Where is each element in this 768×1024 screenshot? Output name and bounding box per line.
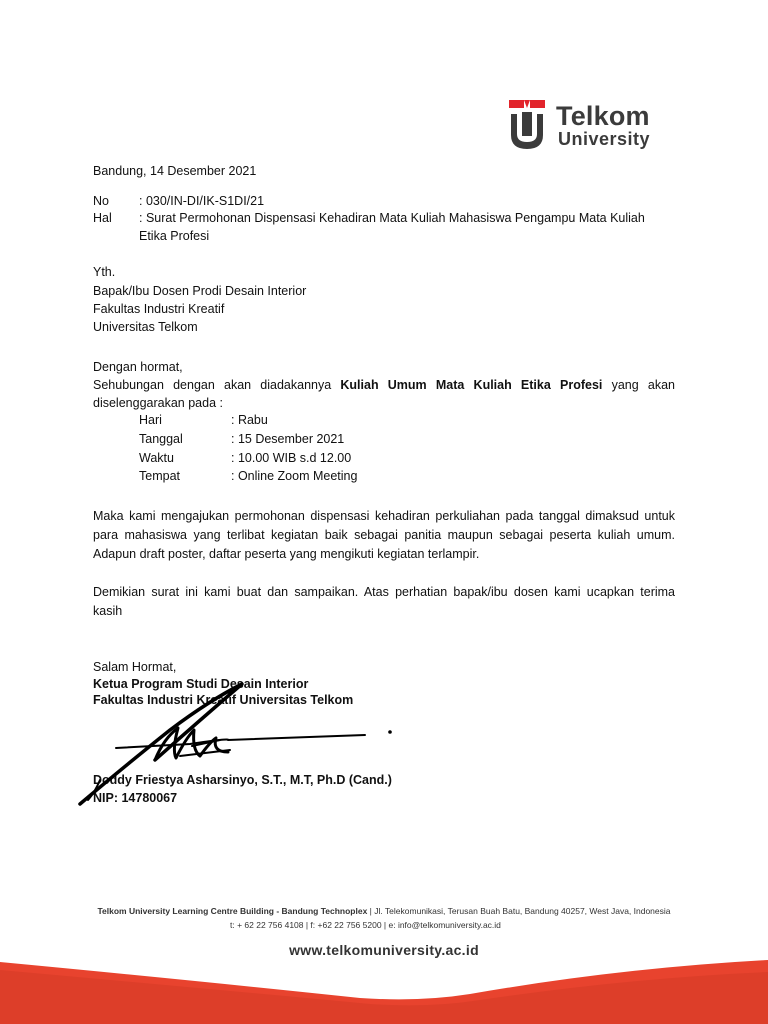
para2-line1: Maka kami mengajukan permohonan dispensasi kehadiran perkuliahan pada tanggal dimaksud untuk	[93, 509, 675, 523]
para3-line2: kasih	[93, 604, 123, 618]
para2-line3: Adapun draft poster, daftar peserta yang mengikuti kegiatan terlampir.	[93, 547, 480, 561]
intro-line2: diselenggarakan pada :	[93, 396, 223, 410]
signer-name: Doddy Friestya Asharsinyo, S.T., M.T, Ph.D (Cand.)	[93, 773, 392, 787]
place-date: Bandung, 14 Desember 2021	[93, 164, 257, 178]
telkom-university-logo-icon	[508, 98, 550, 152]
para2-line2: para mahasiswa yang terlibat kegiatan baik sebagai panitia maupun sebagai peserta kuliah umum.	[93, 528, 675, 542]
event-label-time: Waktu	[139, 451, 174, 465]
intro-bold: Kuliah Umum Mata Kuliah Etika Profesi	[340, 378, 603, 392]
footer-contact: t: + 62 22 756 4108 | f: +62 22 756 5200 | e: info@telkomuniversity.ac.id	[230, 920, 501, 930]
recipient-line2: Fakultas Industri Kreatif	[93, 302, 225, 316]
number-label: No	[93, 194, 109, 208]
handwritten-signature	[60, 680, 400, 810]
event-label-place: Tempat	[139, 469, 180, 483]
subject-value-line2: Etika Profesi	[139, 229, 210, 243]
number-value: : 030/IN-DI/IK-S1DI/21	[139, 194, 265, 208]
logo-brand-top: Telkom	[556, 101, 650, 131]
recipient-salutation: Yth.	[93, 265, 116, 279]
subject-value-line1: : Surat Permohonan Dispensasi Kehadiran Mata Kuliah Mahasiswa Pengampu Mata Kuliah	[139, 211, 645, 225]
recipient-line3: Universitas Telkom	[93, 320, 198, 334]
intro-line1	[93, 376, 675, 394]
para3-line1: Demikian surat ini kami buat dan sampaikan. Atas perhatian bapak/ibu dosen kami ucapkan terima	[93, 585, 675, 599]
footer-website[interactable]: www.telkomuniversity.ac.id	[289, 942, 479, 958]
intro-after: yang akan	[602, 378, 675, 392]
signer-nip: NIP: 14780067	[93, 791, 178, 805]
event-value-day: : Rabu	[231, 413, 268, 427]
event-value-place: : Online Zoom Meeting	[231, 469, 358, 483]
telkom-university-logo	[508, 98, 668, 154]
footer-address-rest: | Jl. Telekomunikasi, Terusan Buah Batu, Bandung 40257, West Java, Indonesia	[367, 906, 671, 916]
subject-label: Hal	[93, 211, 112, 225]
logo-brand-bottom: University	[558, 129, 651, 149]
footer-address-bold: Telkom University Learning Centre Building - Bandung Technoplex	[97, 906, 368, 916]
event-label-date: Tanggal	[139, 432, 183, 446]
footer-address	[0, 906, 768, 916]
recipient-line1: Bapak/Ibu Dosen Prodi Desain Interior	[93, 284, 307, 298]
signer-title2: Fakultas Industri Kreatif Universitas Telkom	[93, 693, 354, 707]
event-label-day: Hari	[139, 413, 162, 427]
event-value-date: : 15 Desember 2021	[231, 432, 345, 446]
footer-red-wave	[0, 950, 768, 1024]
signer-title1: Ketua Program Studi Desain Interior	[93, 677, 309, 691]
greeting: Dengan hormat,	[93, 360, 183, 374]
intro-before: Sehubungan dengan akan diadakannya	[93, 378, 341, 392]
event-value-time: : 10.00 WIB s.d 12.00	[231, 451, 352, 465]
closing: Salam Hormat,	[93, 660, 177, 674]
